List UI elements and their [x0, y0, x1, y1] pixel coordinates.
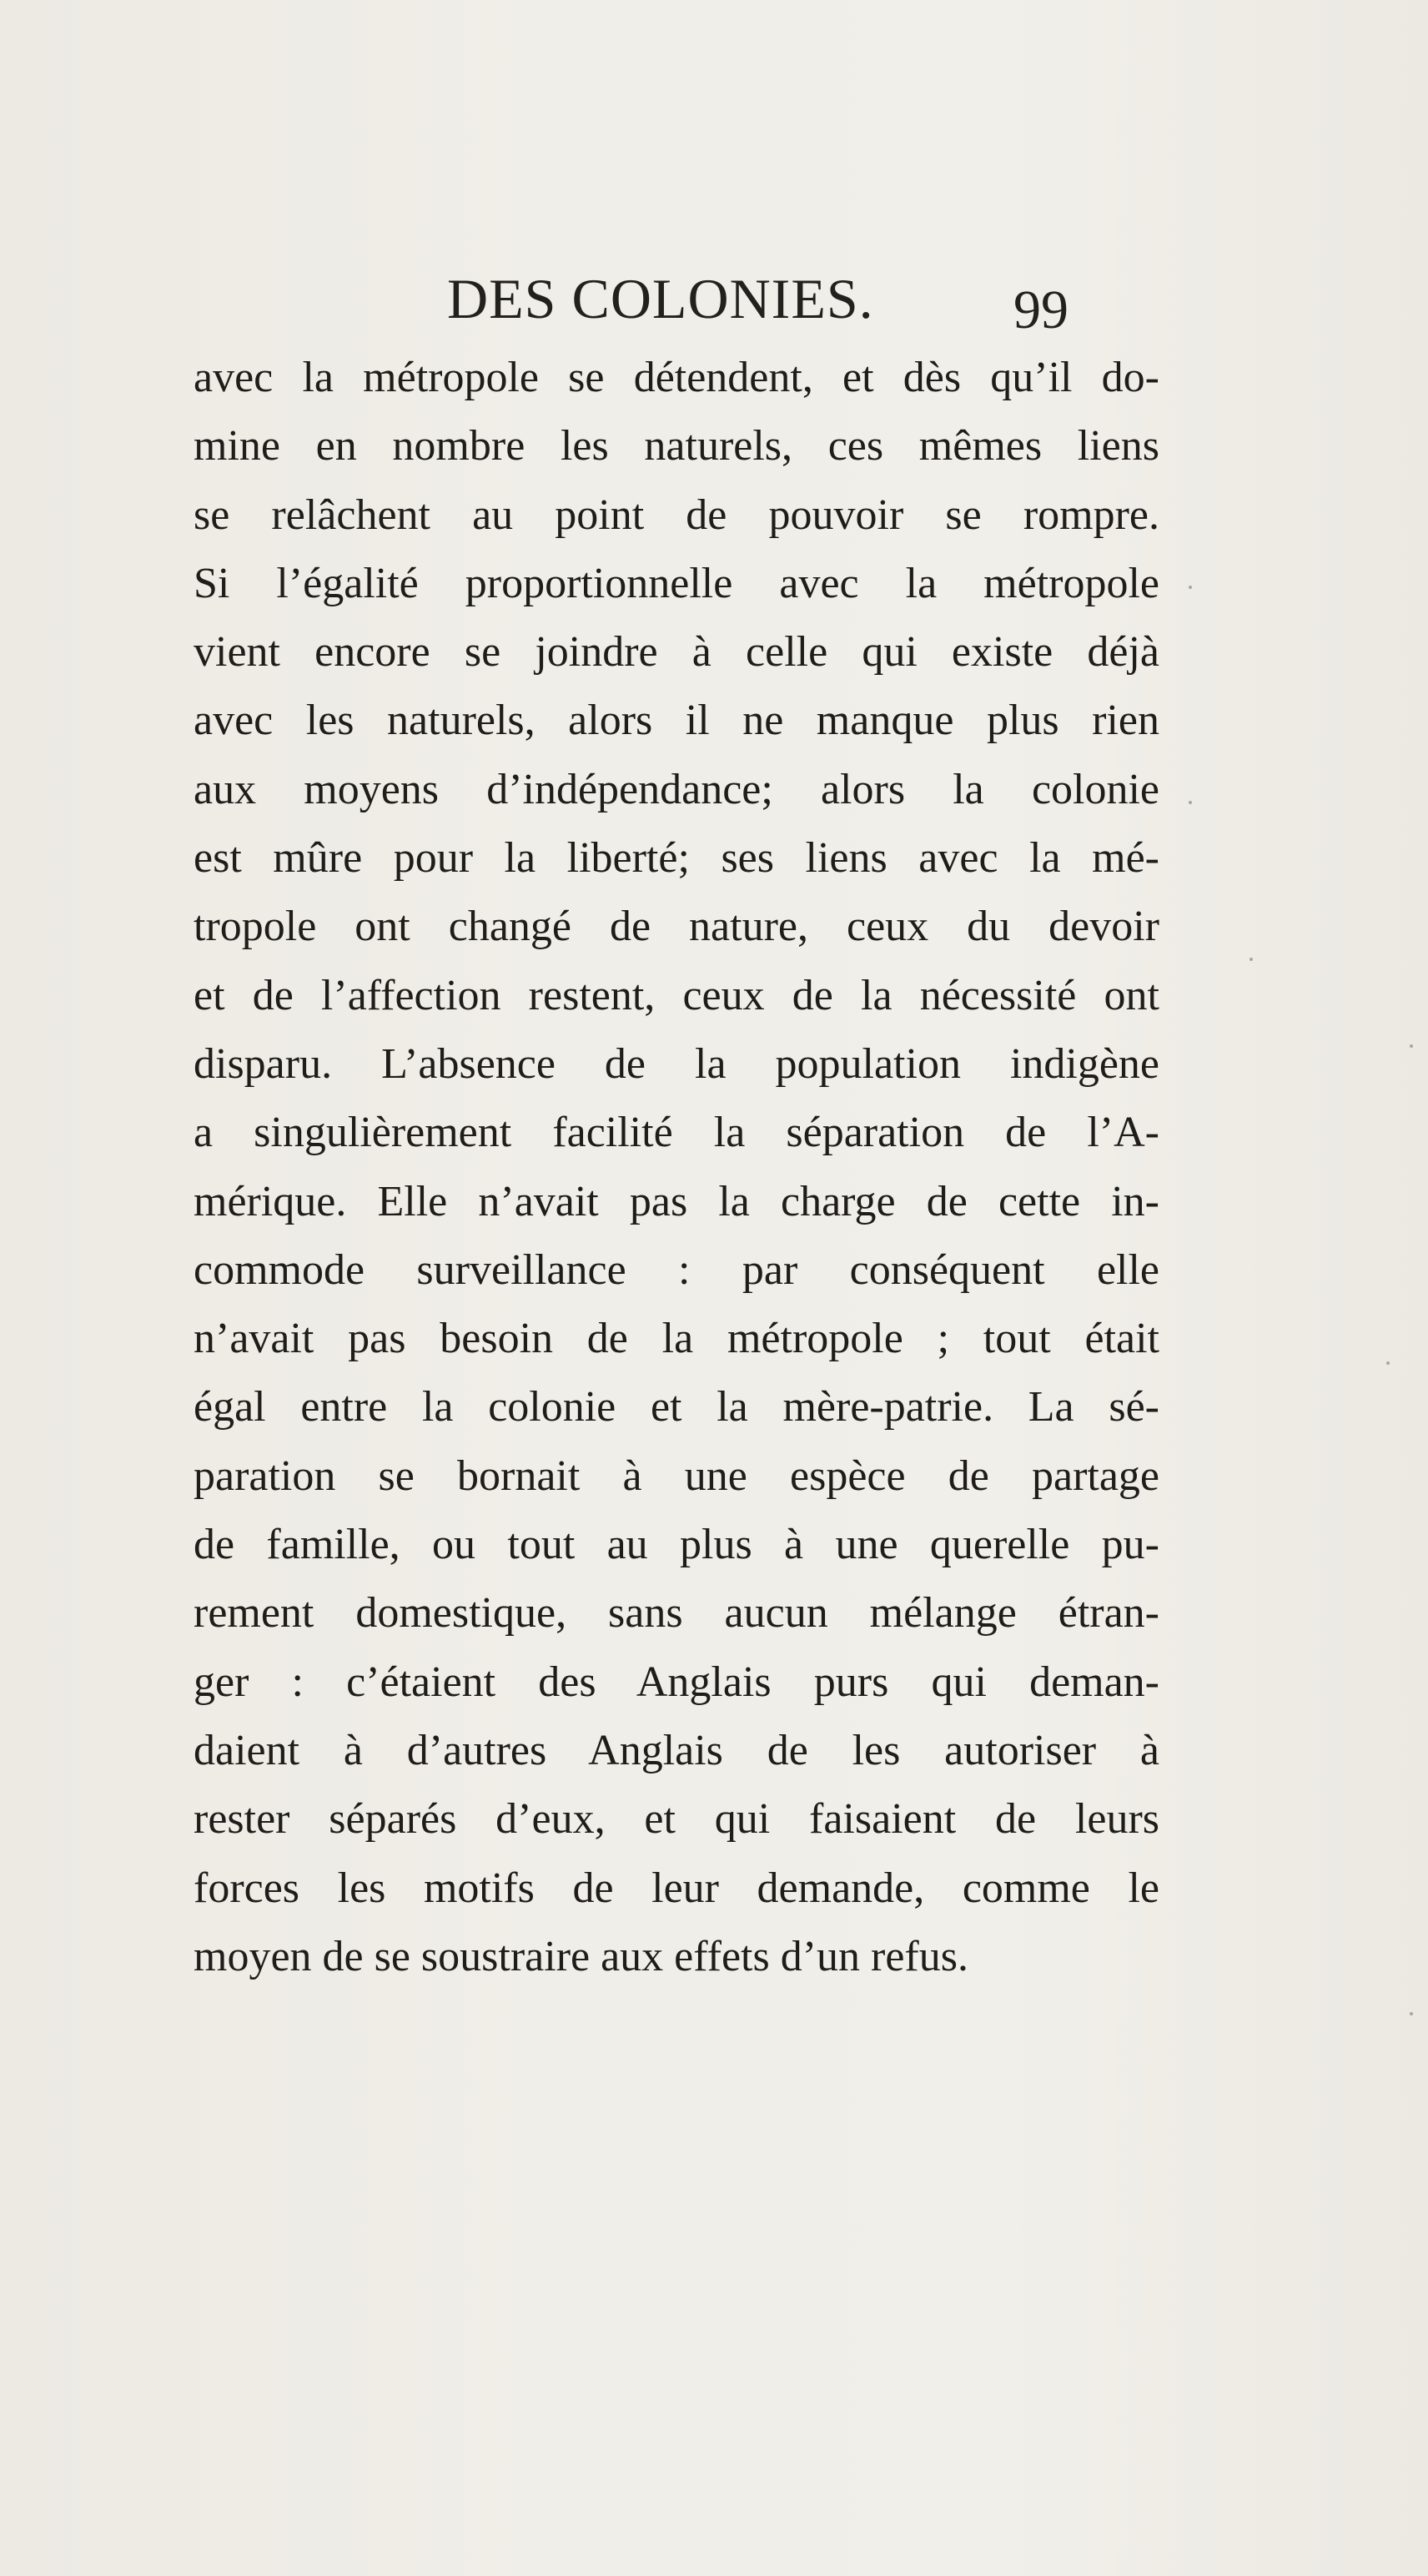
text-line: n’avait pas besoin de la métropole ; tout était	[194, 1315, 1159, 1363]
paper-speck	[1410, 1044, 1413, 1048]
text-line: de famille, ou tout au plus à une querelle pu-	[194, 1521, 1159, 1569]
paper-speck	[1189, 586, 1192, 589]
text-line: aux moyens d’indépendance; alors la colonie	[194, 765, 1159, 813]
text-line: daient à d’autres Anglais de les autoriser à	[194, 1726, 1159, 1774]
running-head	[0, 265, 1428, 340]
text-line: égal entre la colonie et la mère-patrie. La sé-	[194, 1383, 1159, 1431]
paper-speck	[1189, 801, 1192, 804]
text-line: rester séparés d’eux, et qui faisaient de leurs	[194, 1795, 1159, 1844]
text-line: mérique. Elle n’avait pas la charge de cette in-	[194, 1177, 1159, 1225]
running-title: DES COLONIES.	[447, 267, 874, 330]
text-line: avec la métropole se détendent, et dès qu’il do-	[194, 354, 1159, 401]
body-text	[194, 344, 1159, 1991]
text-line: avec les naturels, alors il ne manque plus rien	[194, 697, 1159, 745]
text-line: tropole ont changé de nature, ceux du devoir	[194, 903, 1159, 951]
text-line: est mûre pour la liberté; ses liens avec la mé-	[194, 834, 1159, 883]
text-line: moyen de se soustraire aux effets d’un refus.	[194, 1932, 968, 1980]
text-line: rement domestique, sans aucun mélange étran-	[194, 1589, 1159, 1638]
page-number: 99	[1013, 279, 1068, 340]
text-line: a singulièrement facilité la séparation de l’A-	[194, 1109, 1159, 1157]
text-line: ger : c’étaient des Anglais purs qui deman-	[194, 1658, 1159, 1706]
paper-speck	[1250, 958, 1253, 961]
text-line: vient encore se joindre à celle qui existe déjà	[194, 628, 1159, 677]
paper-speck	[1410, 2012, 1413, 2015]
text-line: mine en nombre les naturels, ces mêmes liens	[194, 422, 1159, 470]
text-line: se relâchent au point de pouvoir se rompre.	[194, 491, 1159, 539]
text-line: Si l’égalité proportionnelle avec la métropole	[194, 559, 1159, 607]
text-line: commode surveillance : par conséquent elle	[194, 1245, 1159, 1294]
text-line: paration se bornait à une espèce de partage	[194, 1452, 1159, 1500]
text-line: et de l’affection restent, ceux de la nécessité ont	[194, 971, 1159, 1019]
text-line: forces les motifs de leur demande, comme le	[194, 1864, 1159, 1912]
paper-speck	[1386, 1361, 1390, 1365]
text-line: disparu. L’absence de la population indigène	[194, 1039, 1159, 1088]
